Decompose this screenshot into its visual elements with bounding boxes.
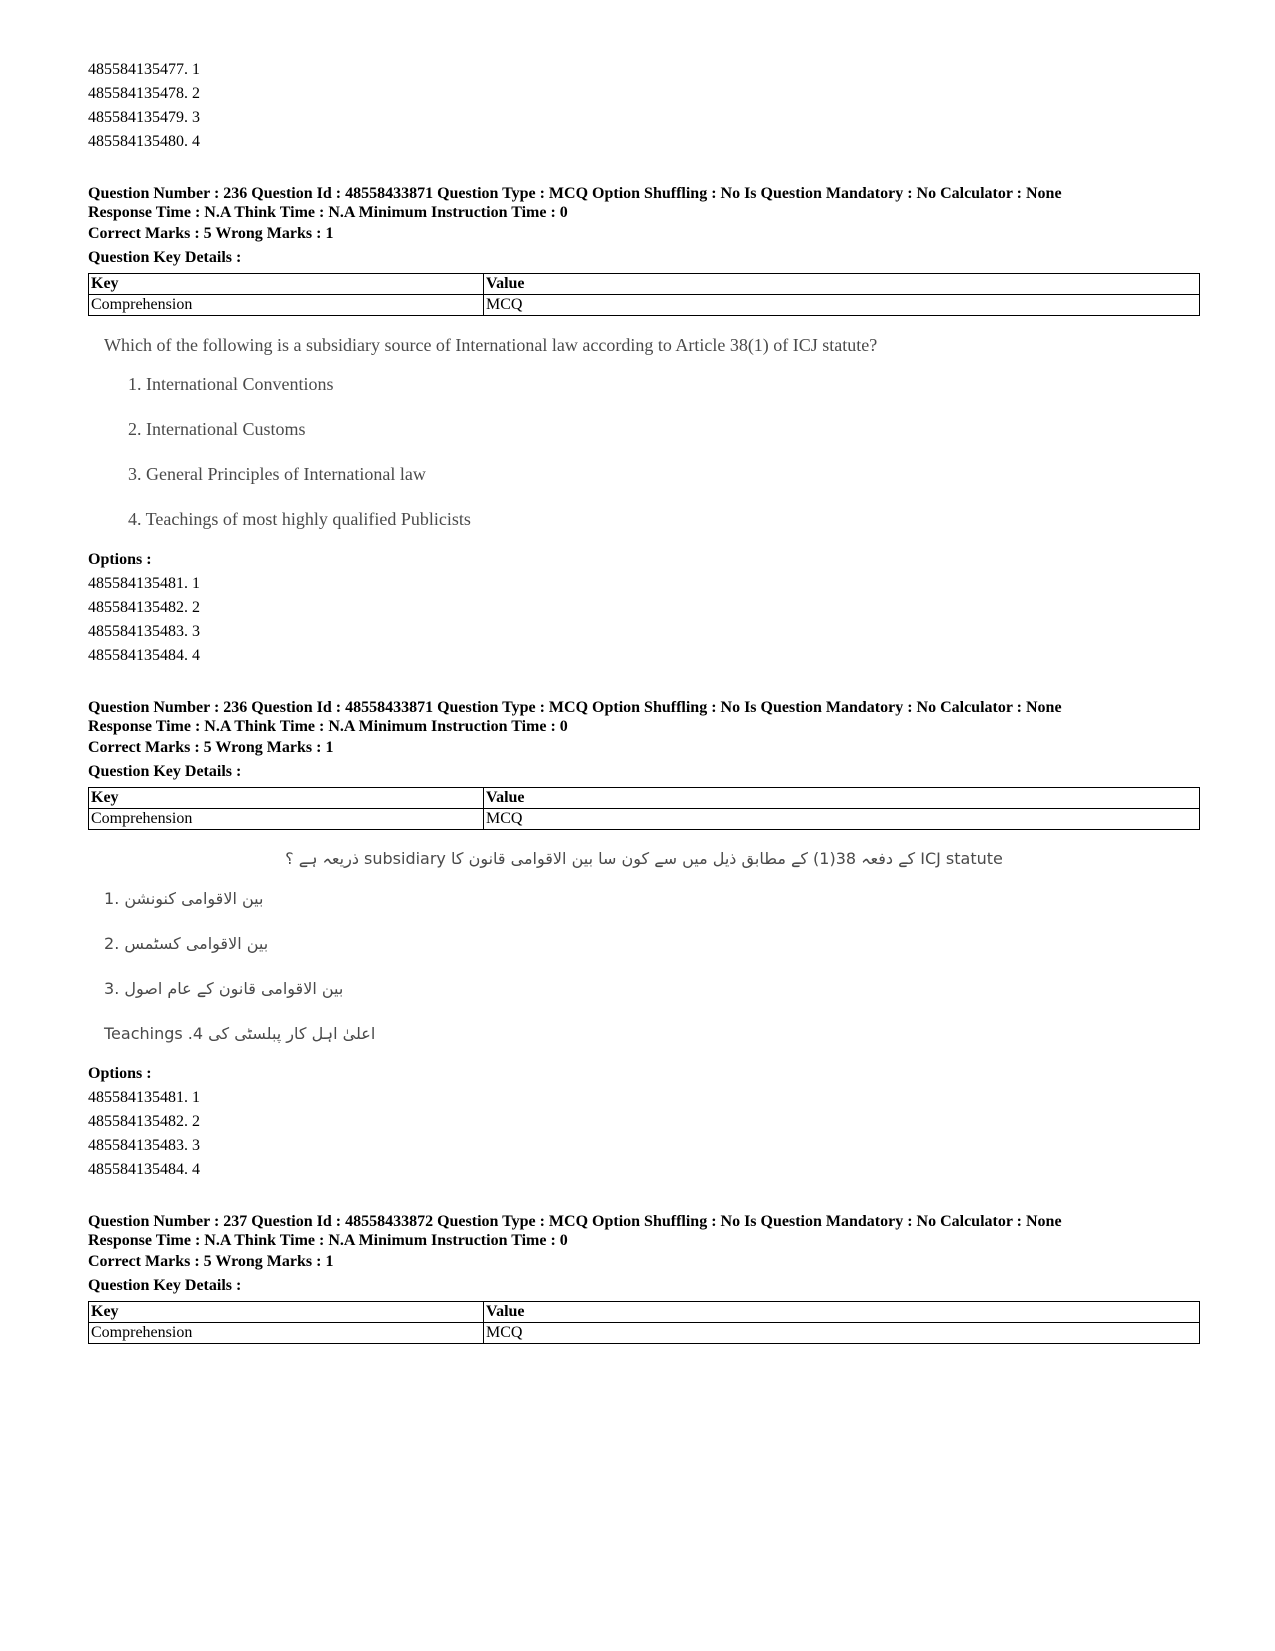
option-line: 485584135483. 3 bbox=[88, 623, 200, 640]
top-options-list bbox=[88, 58, 1200, 154]
options-label: Options : bbox=[88, 551, 152, 568]
option-line: 485584135481. 1 bbox=[88, 575, 200, 592]
option-line: 485584135482. 2 bbox=[88, 1113, 200, 1130]
table-header-value: Value bbox=[484, 274, 1200, 295]
table-header-value: Value bbox=[484, 1302, 1200, 1323]
question-text: ICJ statute کے دفعہ 38(1) کے مطابق ذیل میں سے کون سا بین الاقوامی قانون کا subsidiary ذریعہ ہے ؟ bbox=[285, 849, 1003, 868]
key-details-table bbox=[88, 787, 1200, 830]
table-header-key: Key bbox=[89, 274, 484, 295]
question-choice-text: اعلیٰ اہل کار پبلسٹی کی Teachings .4 bbox=[104, 1024, 376, 1043]
table-cell-key: Comprehension bbox=[89, 809, 484, 830]
question-content bbox=[88, 842, 1200, 1056]
question-choice: 3. General Principles of International law bbox=[128, 464, 426, 484]
table-header-row bbox=[89, 274, 1200, 295]
question-text: Which of the following is a subsidiary source of International law according to Article 38(1) of ICJ statute? bbox=[104, 335, 878, 355]
table-header-row bbox=[89, 788, 1200, 809]
option-line: 485584135479. 3 bbox=[88, 109, 200, 126]
table-header-row bbox=[89, 1302, 1200, 1323]
document-page bbox=[88, 58, 1200, 1344]
table-row bbox=[89, 295, 1200, 316]
table-header-key: Key bbox=[89, 788, 484, 809]
question-meta: Question Number : 236 Question Id : 48558433871 Question Type : MCQ Option Shuffling : No Is Question Mandatory : No Calculator : None bbox=[88, 699, 1062, 716]
option-line: 485584135484. 4 bbox=[88, 1161, 200, 1178]
question-timing: Response Time : N.A Think Time : N.A Minimum Instruction Time : 0 bbox=[88, 718, 568, 735]
question-choice bbox=[88, 921, 1200, 966]
option-line: 485584135478. 2 bbox=[88, 85, 200, 102]
question-block-237 bbox=[88, 1212, 1200, 1344]
key-details-label: Question Key Details : bbox=[88, 1277, 242, 1294]
question-block-urdu bbox=[88, 698, 1200, 1182]
table-header-value: Value bbox=[484, 788, 1200, 809]
question-choice-text: بین الاقوامی کسٹمس .2 bbox=[104, 934, 269, 953]
question-choice: 4. Teachings of most highly qualified Publicists bbox=[128, 509, 471, 529]
question-marks: Correct Marks : 5 Wrong Marks : 1 bbox=[88, 1253, 334, 1270]
option-line: 485584135481. 1 bbox=[88, 1089, 200, 1106]
key-details-label: Question Key Details : bbox=[88, 763, 242, 780]
question-meta: Question Number : 237 Question Id : 48558433872 Question Type : MCQ Option Shuffling : No Is Question Mandatory : No Calculator : None bbox=[88, 1213, 1062, 1230]
question-choice-text: بین الاقوامی قانون کے عام اصول .3 bbox=[104, 979, 344, 998]
table-cell-key: Comprehension bbox=[89, 1323, 484, 1344]
options-label: Options : bbox=[88, 1065, 152, 1082]
key-details-label: Question Key Details : bbox=[88, 249, 242, 266]
option-line: 485584135484. 4 bbox=[88, 647, 200, 664]
table-row bbox=[89, 1323, 1200, 1344]
table-row bbox=[89, 809, 1200, 830]
table-cell-value: MCQ bbox=[484, 1323, 1200, 1344]
question-choice bbox=[88, 876, 1200, 921]
question-content bbox=[88, 328, 1200, 542]
question-timing: Response Time : N.A Think Time : N.A Minimum Instruction Time : 0 bbox=[88, 1232, 568, 1249]
option-line: 485584135480. 4 bbox=[88, 133, 200, 150]
option-line: 485584135482. 2 bbox=[88, 599, 200, 616]
question-marks: Correct Marks : 5 Wrong Marks : 1 bbox=[88, 739, 334, 756]
table-header-key: Key bbox=[89, 1302, 484, 1323]
key-details-table bbox=[88, 273, 1200, 316]
question-choice: 2. International Customs bbox=[128, 419, 306, 439]
question-meta: Question Number : 236 Question Id : 48558433871 Question Type : MCQ Option Shuffling : No Is Question Mandatory : No Calculator : None bbox=[88, 185, 1062, 202]
table-cell-value: MCQ bbox=[484, 295, 1200, 316]
option-line: 485584135483. 3 bbox=[88, 1137, 200, 1154]
question-choice bbox=[88, 966, 1200, 1011]
question-timing: Response Time : N.A Think Time : N.A Minimum Instruction Time : 0 bbox=[88, 204, 568, 221]
question-choice: 1. International Conventions bbox=[128, 374, 334, 394]
table-cell-key: Comprehension bbox=[89, 295, 484, 316]
question-block-english bbox=[88, 184, 1200, 668]
question-choice bbox=[88, 1011, 1200, 1056]
key-details-table bbox=[88, 1301, 1200, 1344]
question-marks: Correct Marks : 5 Wrong Marks : 1 bbox=[88, 225, 334, 242]
option-line: 485584135477. 1 bbox=[88, 61, 200, 78]
table-cell-value: MCQ bbox=[484, 809, 1200, 830]
question-choice-text: بین الاقوامی کنونشن .1 bbox=[104, 889, 264, 908]
